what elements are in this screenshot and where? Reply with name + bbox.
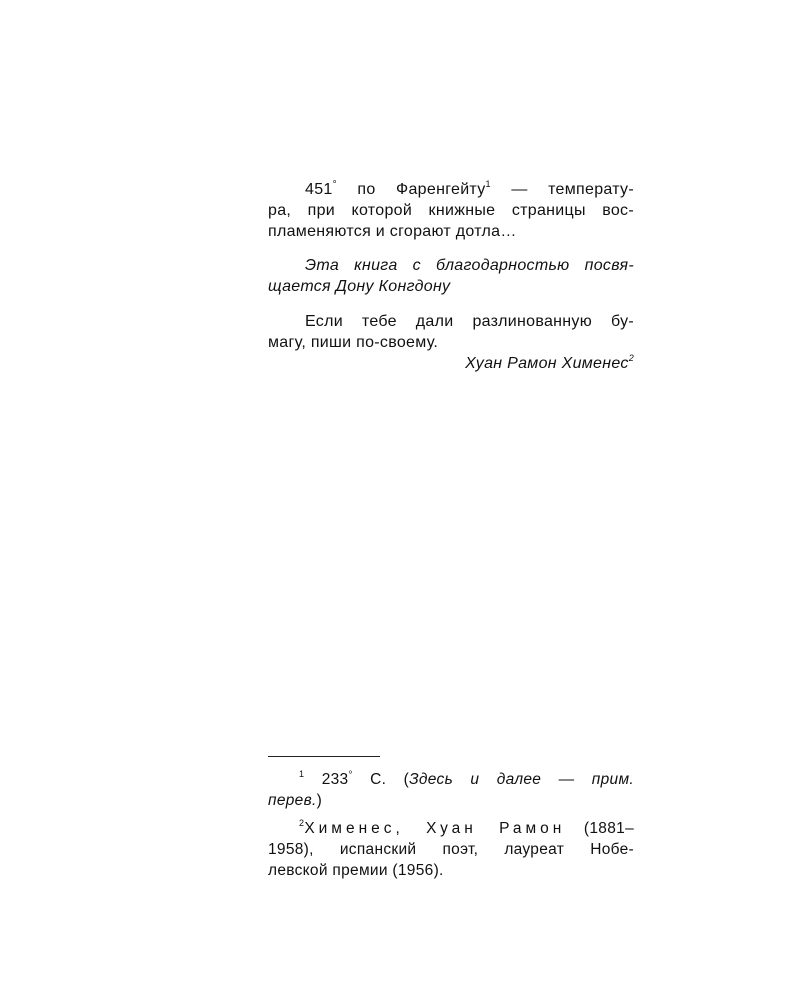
footnote-2-line-1: [268, 818, 634, 839]
footnote-1-note: Здесь и далее — прим.: [409, 771, 634, 788]
quote-author: [268, 353, 634, 374]
epigraph-text-cont: — температу-: [490, 181, 634, 198]
footnote-2: [268, 818, 634, 881]
footnote-1-unit: С. (: [352, 771, 410, 788]
dedication-line-1: Эта книга с благодарностью посвя-: [305, 257, 634, 274]
epigraph-number: 451: [305, 181, 333, 198]
quote: [268, 311, 634, 374]
footnote-1-number: 233: [304, 771, 349, 788]
quote-line-1: Если тебе дали разлинованную бу-: [305, 313, 634, 330]
footnote-1-line-2: [268, 790, 634, 811]
epigraph-line-2: ра, при которой книжные страницы вос-: [268, 202, 634, 219]
footnote-1: [268, 769, 634, 811]
dedication: [268, 255, 634, 297]
epigraph: [268, 179, 634, 242]
footnote-2-line-2: 1958), испанский поэт, лауреат Нобе-: [268, 841, 634, 858]
footnote-2-dates: (1881–: [565, 820, 634, 837]
epigraph-line-1: [268, 179, 634, 200]
quote-line-2: магу, пиши по-своему.: [268, 334, 439, 351]
footnote-ref-2: 2: [628, 352, 634, 363]
footnote-2-marker: 2: [299, 817, 305, 828]
footnote-ref-1: 1: [485, 178, 491, 189]
footnote-1-note-cont: перев.: [268, 792, 317, 809]
degree-sign: °: [332, 179, 337, 191]
dedication-line-2: щается Дону Конгдону: [268, 278, 451, 295]
footnote-2-name: Хименес, Хуан Рамон: [304, 820, 566, 837]
footnote-1-close: ): [316, 792, 323, 809]
epigraph-text: по Фаренгейту: [336, 181, 486, 198]
epigraph-line-3: пламеняются и сгорают дотла…: [268, 223, 517, 240]
quote-author-name: Хуан Рамон Хименес: [465, 355, 629, 372]
footnote-1-marker: 1: [299, 768, 305, 779]
footnote-1-degree: °: [348, 769, 353, 781]
footnote-separator: [268, 756, 380, 757]
footnote-1-line-1: [268, 769, 634, 790]
footnote-2-line-3: левской премии (1956).: [268, 862, 444, 879]
